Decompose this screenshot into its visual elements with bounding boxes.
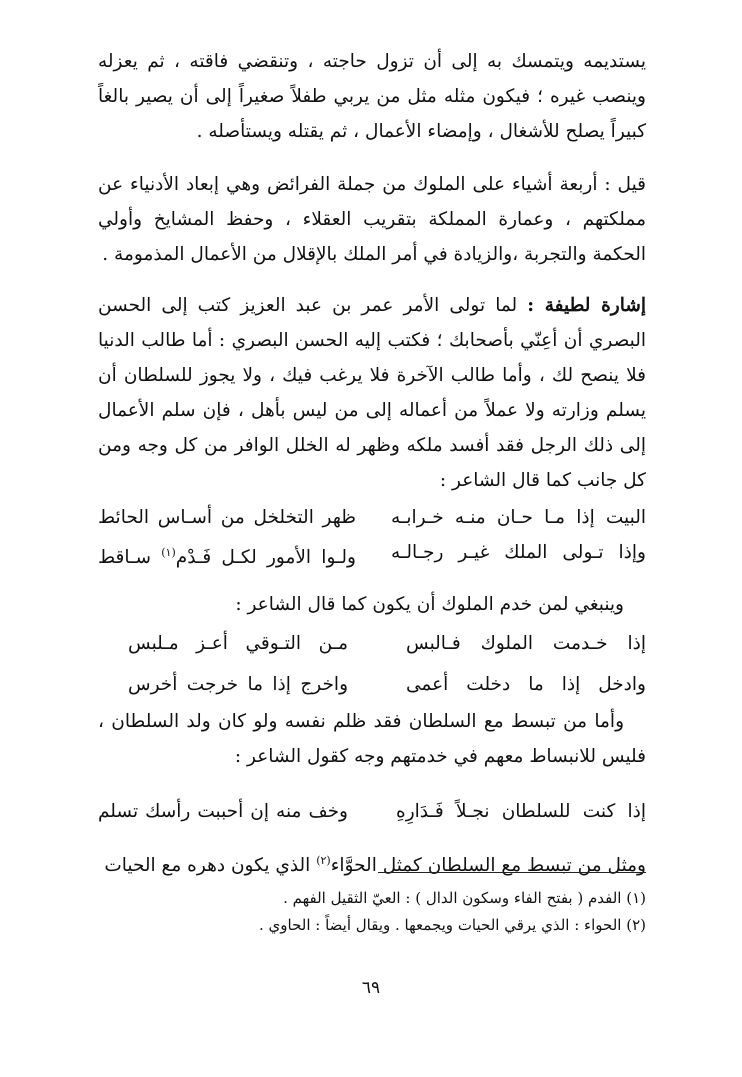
verse-1-line-2-second-text: ولـوا الأمور لكـل فَـدْم [175, 547, 356, 569]
verse-1-line-2-second-hemistich [98, 535, 356, 575]
page-body [98, 44, 646, 883]
verse-3-first-hemistich: إذا كنت للسلطان نجـلاً فَـدَارِهِ [396, 801, 646, 823]
paragraph-6 [98, 843, 646, 883]
paragraph-1: يستديمه ويتمسك به إلى أن تزول حاجته ، وتنقضي فاقته ، ثم يعزله وينصب غيره ؛ فيكون مثله مثل من يربي طفلاً صغيراً إلى أن يصير بالغاً كبيراً يصلح للأشغال ، وإمضاء الأعمال ، ثم يقتله ويستأصله . [98, 51, 646, 142]
footnote-1: (١) الفدم ( بفتح الفاء وسكون الدال ) : العيّ الثقيل الفهم . [283, 889, 646, 907]
paragraph-2: قيل : أربعة أشياء على الملوك من جملة الفرائض وهي إبعاد الأدنياء عن مملكتهم ، وعمارة المملكة بتقريب العقلاء ، وحفظ المشايخ وأولي الحكمة والتجربة ،والزيادة في أمر الملك بالإقلال من الأعمال المذمومة . [98, 174, 646, 265]
verse-1-line-2 [98, 535, 646, 575]
paragraph-6-text-a: ومثل من تبسط مع السلطان كمثل الحوَّاء [330, 855, 646, 877]
verse-2-line-1-second-hemistich: مـن التـوقي أعـز مـلبس [128, 633, 348, 655]
verse-2-line-2-first-hemistich: وادخل إذا ما دخلت أعمى [406, 674, 646, 696]
verse-2-line-1 [98, 626, 646, 661]
paragraph-5: وأما من تبسط مع السلطان فقد ظلم نفسه ولو كان ولد السلطان ، فليس للانبساط معهم في خدمتهم وجه كقول الشاعر : [98, 711, 646, 768]
footnote-separator [378, 872, 646, 873]
verse-1-line-1 [98, 500, 646, 535]
footnote-2: (٢) الحواء : الذي يرقي الحيات ويجمعها . ويقال أيضاً : الحاوي . [258, 916, 646, 934]
verse-3-second-hemistich: وخف منه إن أحببت رأسك تسلم [98, 801, 348, 823]
verse-1-line-1-first-hemistich: البيت إذا مـا حـان منـه خـرابـه [391, 507, 646, 528]
footnotes [98, 885, 646, 939]
verse-1-line-2-ending: سـاقط [98, 547, 162, 569]
paragraph-3 [98, 288, 646, 498]
footnote-ref-1: (١) [161, 546, 176, 559]
page-number: ٦٩ [361, 978, 381, 998]
verse-1-line-2-first-hemistich: وإذا تـولى الملك غيـر رجـالـه [391, 542, 646, 563]
footnote-ref-2: (٢) [316, 854, 331, 868]
verse-1-line-1-second-hemistich: ظهر التخلخل من أسـاس الحائط [98, 507, 356, 528]
verse-3 [98, 794, 646, 829]
paragraph-4: وينبغي لمن خدم الملوك أن يكون كما قال الشاعر : [235, 594, 624, 616]
paragraph-3-text: لما تولى الأمر عمر بن عبد العزيز كتب إلى الحسن البصري أن أعِنّي بأصحابك ؛ فكتب إليه الحسن البصري : أما طالب الدنيا فلا ينصح لك ، وأما طالب الآخرة فلا يرغب فيك ، ولا يجوز للسلطان أن يسلم وزارته ولا عملاً من أعماله إلى من ليس بأهل ، فإن سلم الأعمال إلى ذلك الرجل فقد أفسد ملكه وظهر له الخلل الوافر من كل وجه ومن كل جانب كما قال الشاعر : [98, 295, 646, 491]
paragraph-3-lead: إشارة لطيفة : [527, 295, 646, 316]
verse-2-line-1-first-hemistich: إذا خـدمت الملوك فـالبس [406, 633, 646, 655]
paragraph-6-text-b: الذي يكون دهره مع الحيات [104, 855, 317, 877]
verse-2-line-2 [98, 667, 646, 702]
verse-2-line-2-second-hemistich: واخرج إذا ما خرجت أخرس [128, 674, 348, 696]
